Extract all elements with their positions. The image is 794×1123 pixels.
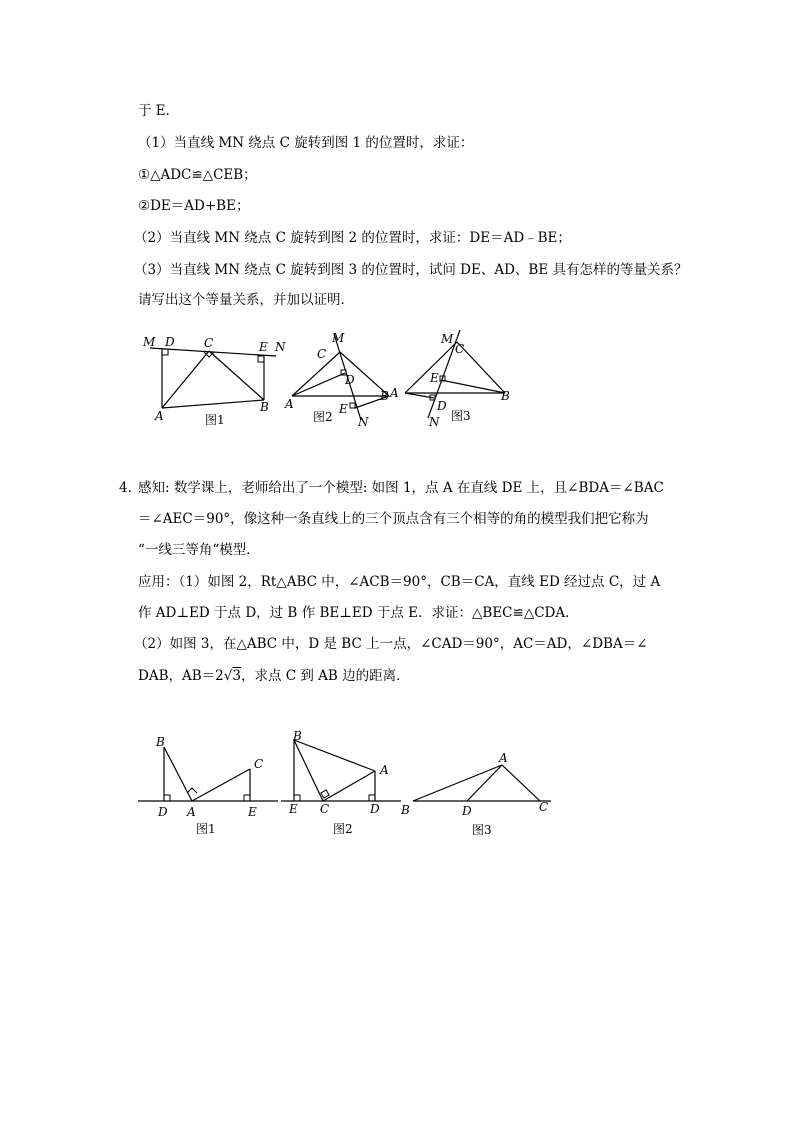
q4f2-label-c: C: [320, 802, 330, 816]
q3f3-label-d: D: [437, 399, 447, 413]
q3f3-label-a: A: [390, 386, 399, 400]
q3f3-label-e: E: [430, 371, 439, 385]
q4-fig3-caption: 图3: [472, 823, 492, 837]
q4f2-label-d: D: [370, 802, 380, 816]
q4f3-label-d: D: [462, 804, 472, 818]
q4-fig2-caption: 图2: [333, 822, 353, 836]
q4f3-label-a: A: [499, 751, 508, 765]
q4f2-label-b: B: [293, 729, 302, 743]
q3-part3: （3）当直线 MN 绕点 C 旋转到图 3 的位置时，试问 DE、AD、BE 具有怎样的等量关系？: [134, 262, 688, 278]
q3f1-label-b: B: [260, 400, 269, 414]
q4-line7-radicand: 3: [232, 668, 241, 684]
q3-part1a: ①△ADC≌△CEB；: [138, 167, 257, 183]
q3f1-label-n: N: [275, 340, 286, 354]
q3-part1b: ②DE＝AD+BE；: [138, 198, 250, 214]
q4-line7: [138, 667, 410, 685]
q4f3-label-c: C: [539, 800, 549, 814]
q4f2-label-a: A: [380, 763, 389, 777]
q4f1-label-c: C: [254, 757, 264, 771]
q3-part3b: 请写出这个等量关系，并加以证明．: [138, 292, 354, 308]
q3f2-label-m: M: [332, 331, 345, 345]
sqrt-symbol: √: [223, 668, 233, 684]
q3f1-label-c: C: [204, 336, 214, 350]
q3f3-label-c: C: [455, 342, 465, 356]
q3f1-label-a: A: [155, 409, 164, 423]
q3-figures: [130, 322, 530, 434]
q4f1-label-e: E: [248, 805, 257, 819]
q3f2-label-b: B: [380, 389, 389, 403]
q3-fig3-caption: 图3: [451, 409, 471, 423]
q4-line2: ＝∠AEC＝90°，像这种一条直线上的三个顶点含有三个相等的角的模型我们把它称为: [138, 511, 649, 527]
q3-part1: （1）当直线 MN 绕点 C 旋转到图 1 的位置时，求证：: [138, 135, 474, 151]
q4-line7-start: DAB，AB＝2: [138, 668, 224, 684]
q4f1-label-d: D: [158, 805, 168, 819]
q3f3-label-b: B: [501, 389, 510, 403]
q4-figures: [130, 725, 560, 840]
q3f3-label-m: M: [441, 332, 454, 346]
q3f2-label-e: E: [339, 402, 348, 416]
q4f2-label-e: E: [289, 802, 298, 816]
q4-line3: “一线三等角“模型．: [138, 542, 260, 558]
q4-fig1-caption: 图1: [196, 822, 216, 836]
q3f2-label-n: N: [358, 415, 369, 429]
q4-line1: 感知: 数学课上，老师给出了一个模型: 如图 1，点 A 在直线 DE 上，且∠BDA＝∠BAC: [138, 480, 664, 496]
q3f1-label-e: E: [259, 340, 268, 354]
q4-line6: （2）如图 3，在△ABC 中，D 是 BC 上一点，∠CAD＝90°，AC＝AD，∠DBA＝∠: [134, 636, 648, 652]
q4-line4: 应用：（1）如图 2，Rt△ABC 中，∠ACB＝90°，CB＝CA，直线 ED 经过点 C，过 A: [138, 574, 661, 590]
q4f1-label-b: B: [156, 735, 165, 749]
q3f2-label-a: A: [285, 397, 294, 411]
q3-fig1-caption: 图1: [205, 413, 225, 427]
q4f1-label-a: A: [187, 805, 196, 819]
q3f2-label-c: C: [317, 347, 327, 361]
q4-line7-end: ，求点 C 到 AB 边的距离．: [240, 668, 410, 684]
q4-number: 4．: [119, 480, 142, 496]
q3-part2: （2）当直线 MN 绕点 C 旋转到图 2 的位置时，求证：DE＝AD﹣BE；: [134, 230, 571, 246]
q3-line-continuation: 于 E．: [138, 103, 180, 119]
q3-fig2-caption: 图2: [313, 410, 333, 424]
q3f2-label-d: D: [345, 373, 355, 387]
q3f3-label-n: N: [429, 415, 440, 429]
q3f1-label-m: M: [143, 335, 156, 349]
q4f3-label-b: B: [401, 803, 410, 817]
q4-line5: 作 AD⊥ED 于点 D，过 B 作 BE⊥ED 于点 E．求证：△BEC≌△CDA．: [138, 605, 579, 621]
q3f1-label-d: D: [165, 335, 175, 349]
